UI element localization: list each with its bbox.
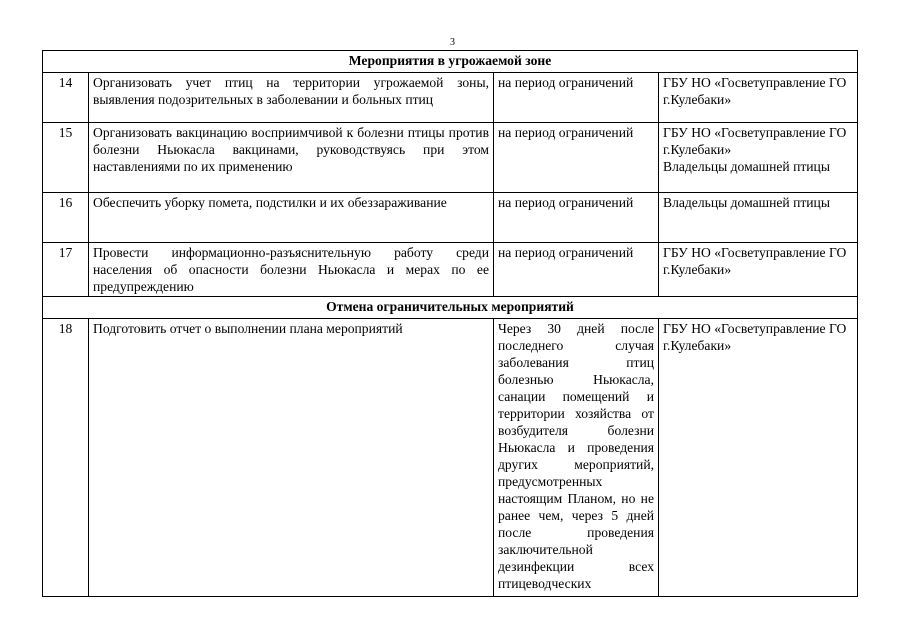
period-cell: Через 30 дней после последнего случая заболевания птиц болезнью Ньюкасла, санации помещений и территории хозяйства от возбудителя болезни Ньюкасла и проведения других мероприятий, предусмотренных настоящим Планом, но не ранее чем, через 5 дней после проведения заключительной дезинфекции всех птицеводческих bbox=[494, 319, 659, 597]
responsible-name: ГБУ НО «Госветуправление ГО г.Кулебаки» bbox=[663, 321, 847, 353]
responsible-name: ГБУ НО «Госветуправление ГО г.Кулебаки» bbox=[663, 125, 847, 157]
table-row bbox=[43, 73, 858, 123]
section-header bbox=[43, 51, 858, 73]
responsible-cell bbox=[659, 193, 858, 243]
period-cell: на период ограничений bbox=[494, 193, 659, 243]
row-number: 14 bbox=[43, 73, 89, 123]
section-title: Отмена ограничительных мероприятий bbox=[43, 297, 858, 319]
task-cell: Провести информационно-разъяснительную работу среди населения об опасности болезни Ньюкасла и мерах по ее предупреждению bbox=[89, 243, 494, 297]
table-row bbox=[43, 123, 858, 193]
row-number: 15 bbox=[43, 123, 89, 193]
row-number: 16 bbox=[43, 193, 89, 243]
task-cell: Подготовить отчет о выполнении плана мероприятий bbox=[89, 319, 494, 597]
responsible-cell bbox=[659, 243, 858, 297]
page-number: 3 bbox=[450, 37, 455, 48]
measures-table bbox=[42, 50, 858, 597]
table-row bbox=[43, 319, 858, 597]
row-number: 18 bbox=[43, 319, 89, 597]
task-cell: Обеспечить уборку помета, подстилки и их обеззараживание bbox=[89, 193, 494, 243]
responsible-name: Владельцы домашней птицы bbox=[663, 159, 830, 174]
responsible-cell bbox=[659, 73, 858, 123]
period-cell: на период ограничений bbox=[494, 123, 659, 193]
table-row bbox=[43, 193, 858, 243]
task-cell: Организовать вакцинацию восприимчивой к болезни птицы против болезни Ньюкасла вакцинами, руководствуясь при этом наставлениями по их применению bbox=[89, 123, 494, 193]
responsible-name: Владельцы домашней птицы bbox=[663, 195, 830, 210]
row-number: 17 bbox=[43, 243, 89, 297]
section-title: Мероприятия в угрожаемой зоне bbox=[43, 51, 858, 73]
period-cell: на период ограничений bbox=[494, 73, 659, 123]
period-cell: на период ограничений bbox=[494, 243, 659, 297]
responsible-name: ГБУ НО «Госветуправление ГО г.Кулебаки» bbox=[663, 245, 847, 277]
responsible-name: ГБУ НО «Госветуправление ГО г.Кулебаки» bbox=[663, 75, 847, 107]
responsible-cell bbox=[659, 319, 858, 597]
section-header bbox=[43, 297, 858, 319]
task-cell: Организовать учет птиц на территории угрожаемой зоны, выявления подозрительных в заболевании и больных птиц bbox=[89, 73, 494, 123]
responsible-cell bbox=[659, 123, 858, 193]
table-row bbox=[43, 243, 858, 297]
